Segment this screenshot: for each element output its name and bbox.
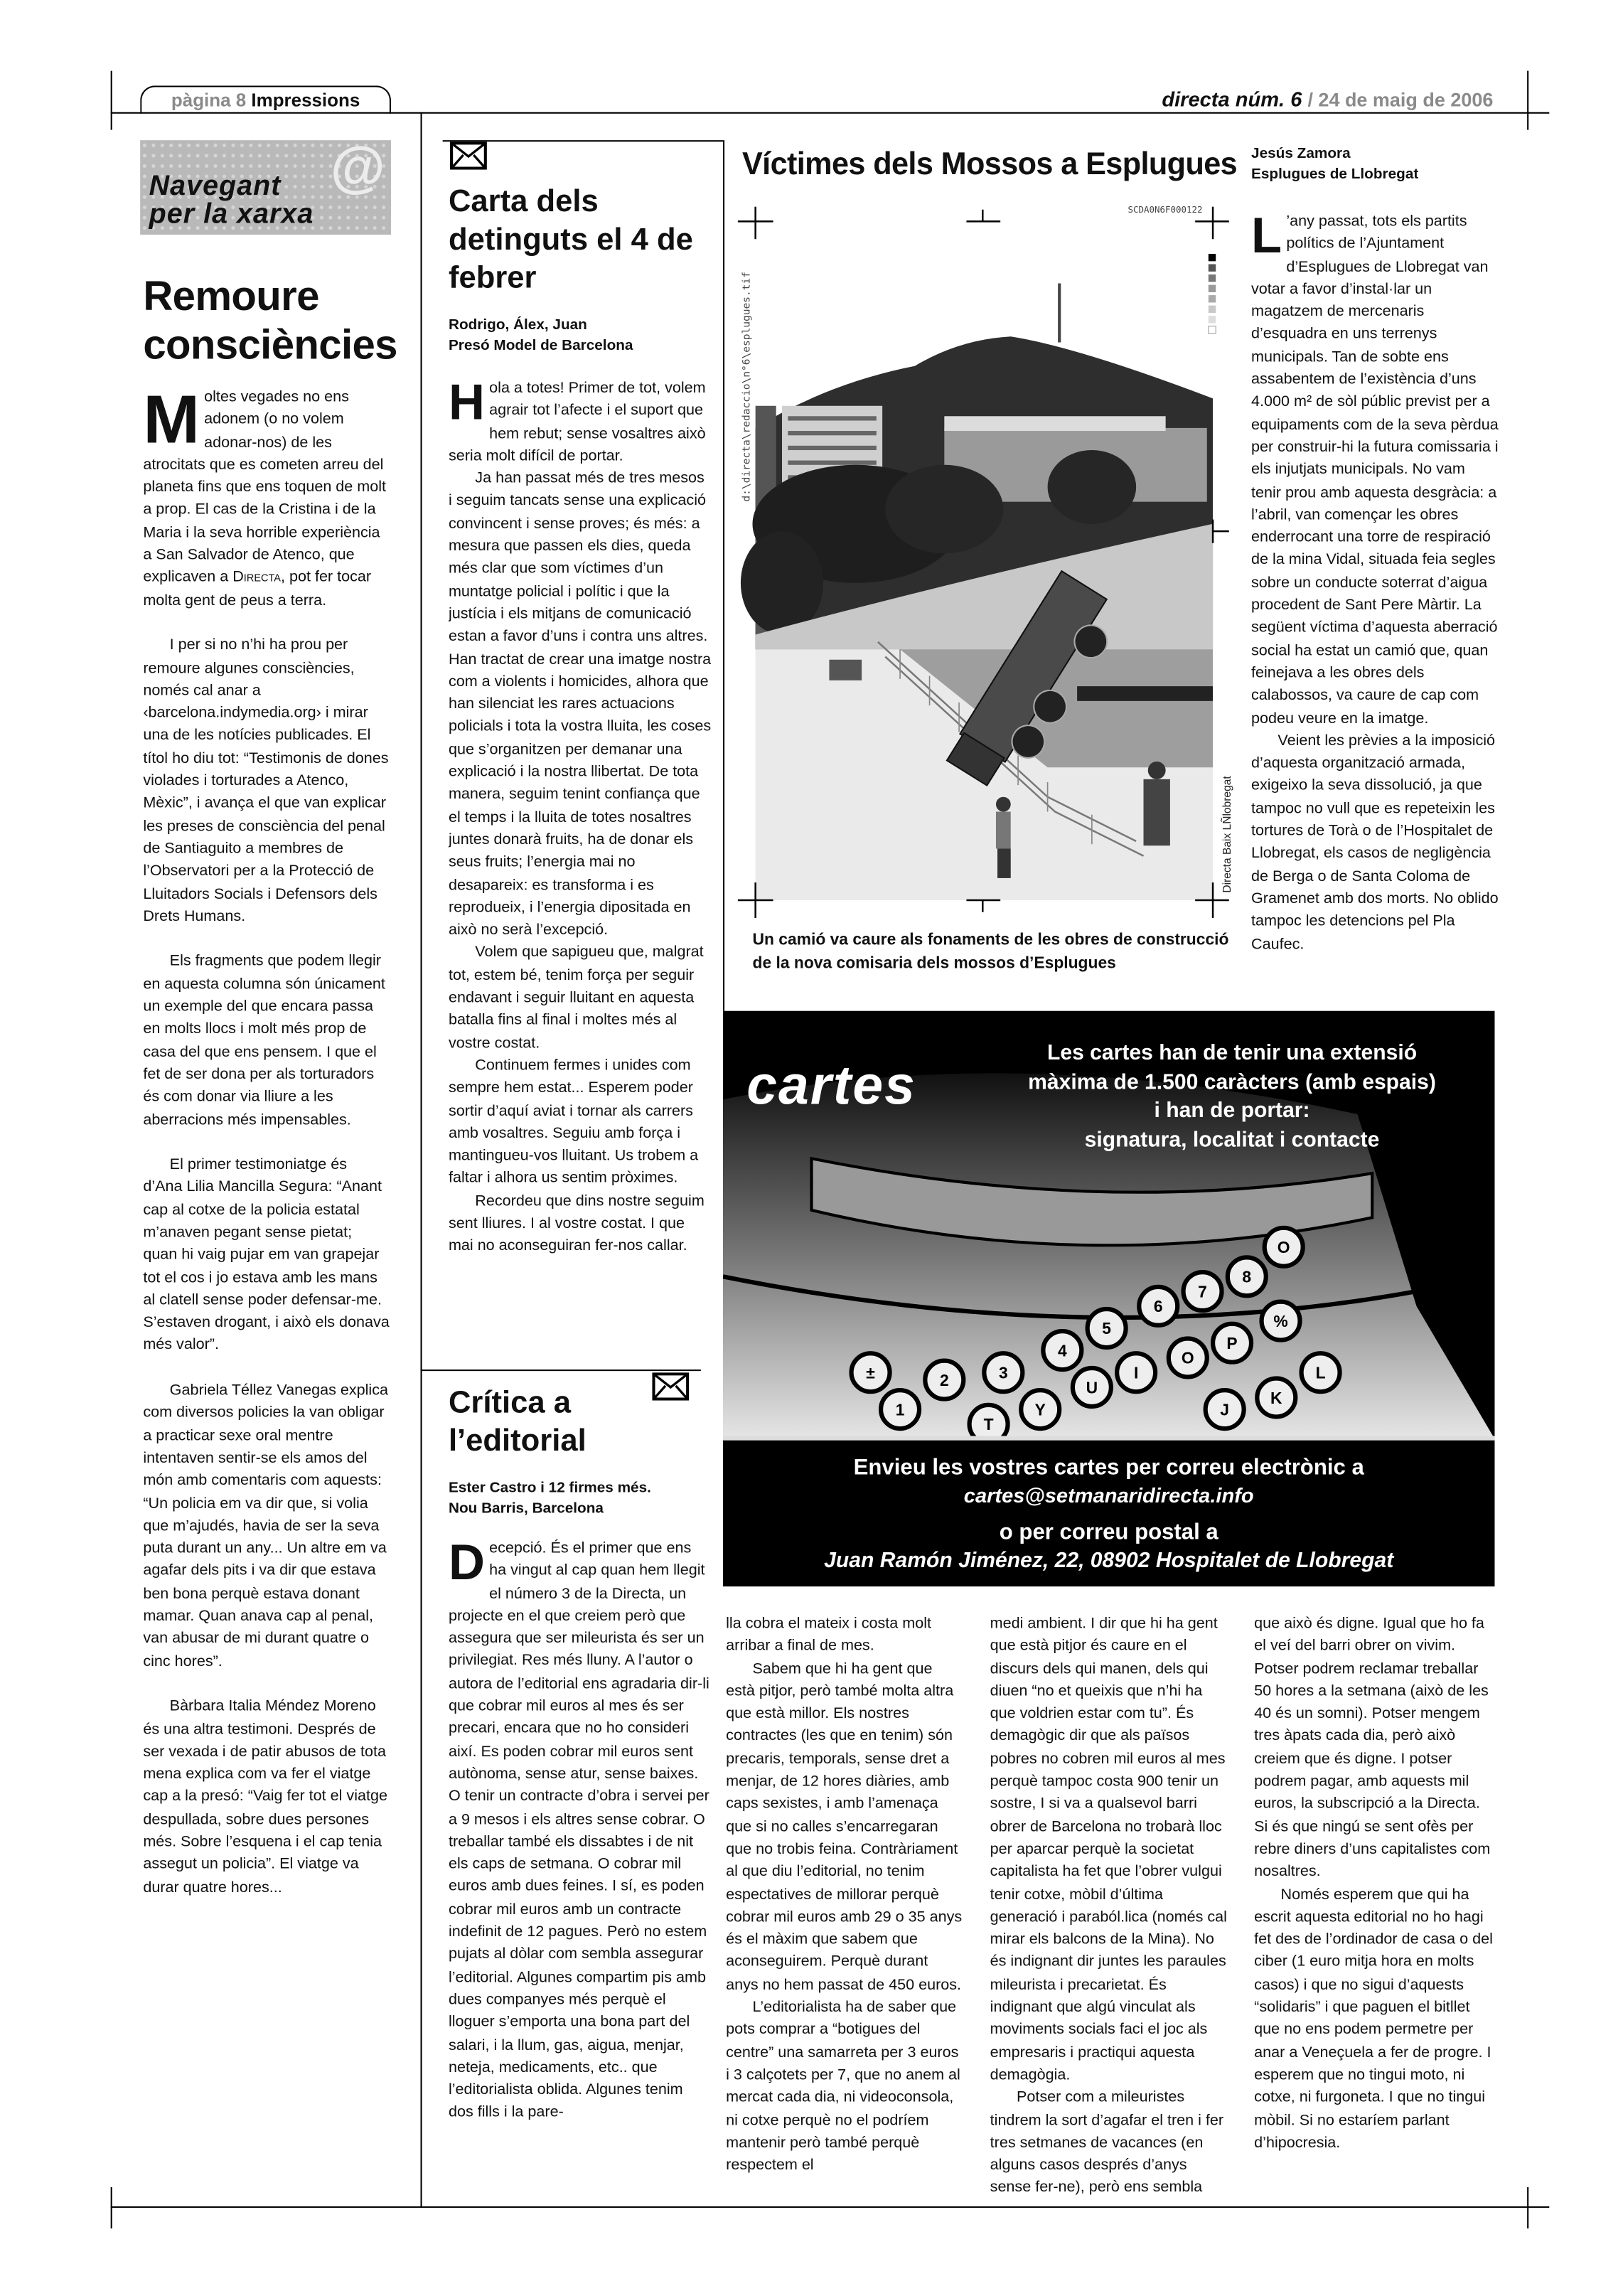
- typewriter-key-label: I: [1133, 1363, 1139, 1382]
- crop-mark: [111, 71, 112, 130]
- section-name: Impressions: [251, 90, 360, 111]
- left-column: [143, 272, 416, 2084]
- letter-2: [449, 1384, 714, 2202]
- submission-rules: [981, 1040, 1483, 1155]
- rule-line: i han de portar:: [1154, 1099, 1310, 1123]
- at-symbol-icon: @: [330, 140, 385, 200]
- postal-instruction: o per correu postal a: [999, 1520, 1218, 1546]
- typewriter-key-label: 2: [939, 1370, 949, 1389]
- paragraph: Recordeu que dins nostre seguim sent lliures. I al vostre costat. I que mai no aconseguiran fer-nos callar.: [448, 1193, 705, 1255]
- article-title: Remoure consciències: [143, 272, 397, 368]
- rule-line: Les cartes han de tenir una extensió: [1046, 1042, 1418, 1066]
- paragraph: I per si no n’hi ha prou per remoure algunes consciències, només cal anar a ‹barcelona.indymedia.org› i mirar una de les notícies publicades. El títol ho diu tot: “Testimonis de dones violades i torturades a Atenco, Mèxic”, i avança el que van explicar les preses de consciència del penal de Santiaguito a membres de l’Observatori per a la Protecció de Lluitadors Socials i Defensors dels Drets Humans.: [143, 638, 389, 925]
- paragraph: , pot fer tocar molta gent de peus a terra.: [143, 570, 372, 609]
- article-body: [1251, 211, 1499, 986]
- paragraph: Els fragments que podem llegir en aquesta columna són únicament un exemple del que encara passa en molts llocs i molt més prop de casa del que ens pensem. I que el fet de ser dona per als torturadors és com donar via lliure a les aberracions més impensables.: [143, 954, 385, 1128]
- photo-code: SCDA0N6F000122: [1127, 205, 1203, 216]
- letter-body: [449, 378, 711, 1357]
- letter-body-column-4: [1254, 1613, 1494, 2196]
- truck-accident-photo: [738, 205, 1234, 918]
- paragraph: Veient les prèvies a la imposició d’aquesta organització armada, exigeixo la seva dissolució, ja que tampoc no vull que es repeteixin les tortures de Torà o de l’Hospitalet de Llobregat, els casos de negligència de Berga o de Santa Coloma de Gramenet amb dos morts. No oblido tampoc les detencions pel Pla Caufec.: [1251, 733, 1499, 953]
- typewriter-key-label: J: [1220, 1400, 1230, 1419]
- typewriter-key-label: T: [983, 1415, 994, 1434]
- paragraph: Potser com a mileuristes tindrem la sort d’agafar el tren i fer tres setmanes de vacances (en alguns casos després d’anys sense fer-ne), però ens sembla: [990, 2090, 1224, 2196]
- issue-date: / 24 de maig de 2006: [1307, 88, 1494, 111]
- paragraph: lla cobra el mateix i costa molt arribar a final de mes.: [726, 1616, 932, 1655]
- letters-submission-box: [723, 1011, 1494, 1586]
- paragraph: Només esperem que qui ha escrit aquesta editorial no ho hagi fet des de l’ordinador de casa o del ciber (1 euro mitja hora en molts casos) i que no sigui d’aquests “solidaris” i que paguen el bitllet que no ens podem permetre per anar a Veneçuela a fer de progre. I esperem que no tingui moto, ni cotxe, ni furgoneta. I que no tingui mòbil. Si no estaríem parlant d’hipocresia.: [1254, 1886, 1493, 2152]
- article-body: [143, 387, 390, 2084]
- typewriter-key-label: O: [1277, 1238, 1290, 1257]
- letter-location: Nou Barris, Barcelona: [448, 1500, 604, 1517]
- letter-location: Presó Model de Barcelona: [448, 338, 633, 355]
- photo-illustration: [738, 207, 1229, 918]
- email-address-link[interactable]: cartes@setmanaridirecta.info: [963, 1483, 1254, 1507]
- typewriter-key-label: 3: [998, 1363, 1008, 1382]
- typewriter-key-label: U: [1086, 1378, 1098, 1397]
- email-instruction: Envieu les vostres cartes per correu electrònic a: [853, 1455, 1364, 1480]
- paragraph: El primer testimoniatge és d’Ana Lilia Mancilla Segura: “Anant cap al cotxe de la policia estatal m’anaven pegant sense pietat; quan hi vaig pujar em van grapejar tot el cos i jo estava amb les mans al clatell sense poder defensar-me. S’estaven drogant, i això els donava més valor”.: [143, 1157, 390, 1355]
- drop-cap: H: [448, 378, 485, 432]
- photo-file-path: d:\directa\redaccio\n°6\esplugues.tif: [740, 272, 753, 502]
- page-number: pàgina 8: [171, 90, 247, 111]
- drop-cap: D: [448, 1537, 485, 1591]
- paragraph: Sabem que hi ha gent que està pitjor, però també molta altra que està millor. Els nostres contractes (les que en tenim) són precaris, temporals, sense dret a menjar, de 12 hores diàries, amb caps sexistes, i amb l’amenaça que si no calles s’encarregaran que no trobis feina. Contràriament al que diu l’editorial, no tenim espectatives de millorar perquè cobrar mil euros amb 29 o 35 anys és el màxim que sabem que aconseguirem. Perquè durant anys no hem passat de 450 euros.: [726, 1661, 963, 1994]
- paragraph: Bàrbara Italia Méndez Moreno és una altra testimoni. Després de ser vexada i de patir abusos de tota mena explica com va fer el viatge cap a la presó: “Vaig fer tot el viatge despullada, sobre dues persones més. Sobre l’esquena i el cap tenia assegut un policia”. El viatge va durar quatre hores...: [143, 1699, 387, 1896]
- badge-line-1: Navegant: [149, 171, 282, 203]
- section-badge: [140, 140, 391, 235]
- typewriter-key-label: 7: [1198, 1282, 1207, 1301]
- crop-mark: [111, 2187, 112, 2228]
- typewriter-key-label: L: [1315, 1363, 1326, 1382]
- rule-line: signatura, localitat i contacte: [1084, 1128, 1380, 1152]
- typewriter-key-label: 5: [1102, 1319, 1111, 1338]
- masthead: [1162, 85, 1493, 113]
- article-title: Víctimes dels Mossos a Esplugues: [741, 146, 1238, 182]
- paragraph: ola a totes! Primer de tot, volem agrair tot l’afecte i el suport que hem rebut; sense vosaltres això seria molt difícil de portar.: [448, 380, 706, 465]
- paragraph: ecepció. És el primer que ens ha vingut al cap quan hem llegit el número 3 de la Directa, un projecte en el que creiem però que assegura que ser mileurista és ser un privilegiat. Res més lluny. A l’autor o autora de l’editorial ens agradaria dir-li que cobrar mil euros al mes és ser precari, encara que no ho consideri així. Es poden cobrar mil euros sent autònoma, sense atur, sense baixes. O tenir un contracte d’obra i servei per a 9 mesos i els altres sense cobrar. O treballar també els dissabtes i de nit els caps de setmana. O cobrar mil euros amb dues feines. I sí, es poden cobrar mil euros amb un contracte indefinit de 12 pagues. Però no estem pujats al dòlar com sembla assegurar l’editorial. Algunes compartim pis amb dues companyes més perquè el lloguer s’emporta una bona part del salari, i la llum, gas, aigua, menjar, neteja, medicaments, etc.. que l’editorialista oblida. Algunes tenim dos fills i la pare-: [448, 1540, 709, 2122]
- paragraph: oltes vegades no ens adonem (o no volem adonar-nos) de les atrocitats que es cometen arreu del planeta fins que ens toquen de molt a prop. El cas de la Cristina i de la Maria i la seva horrible experiència a San Salvador de Atenco, que explicaven a: [143, 389, 387, 587]
- page-tab: [140, 85, 391, 113]
- divider: [723, 1436, 1494, 1440]
- typewriter-key-label: 4: [1058, 1341, 1067, 1360]
- typewriter-key-label: 1: [895, 1400, 905, 1419]
- letter-author: Ester Castro i 12 firmes més.: [448, 1480, 651, 1497]
- typewriter-key-label: Y: [1034, 1400, 1046, 1419]
- paragraph: Volem que sapigueu que, malgrat tot, estem bé, tenim força per seguir endavant i seguir lluitant en aquesta batalla fins al final i moltes més al vostre costat.: [448, 945, 704, 1052]
- paragraph: Gabriela Téllez Vanegas explica com diversos policies la van obligar a practicar sexe oral mentre intentaven sentir-se els amos del món amb comentaris com aquests: “Un policia em va dir que, si volia que m’ajudés, havia de ser la seva puta durant un any... Un altre em va agafar dels pits i va dir que estava ben bona perquè estava donant mamar. Quan anava cap al penal, van abusar de mi durant quatre o cinc hores”.: [143, 1382, 388, 1670]
- article-author: Jesús Zamora: [1251, 146, 1351, 163]
- typewriter-key-label: P: [1226, 1334, 1238, 1353]
- article-title-box: [742, 142, 1236, 186]
- letter-frame: [421, 1369, 701, 1371]
- typewriter-key-label: ±: [866, 1363, 875, 1382]
- typewriter-key-label: 6: [1153, 1297, 1163, 1316]
- section-title: cartes: [746, 1054, 916, 1116]
- drop-cap: L: [1251, 210, 1282, 265]
- paragraph: ’any passat, tots els partits polítics de l’Ajuntament d’Esplugues de Llobregat van votar a favor d’instal·lar un magatzem de mercenaris d’esquadra en uns terrenys municipals. Tan de sobte ens assabentem de l’existència d’uns 4.000 m² de sòl públic previst per a equipaments com de la seva pèrdua per construir-hi la futura comissaria i els injutjats municipals. No vam tenir prou amb aquesta desgràcia: a l’abril, van començar les obres enderrocant una torre de respiració de la mina Vidal, situada feia segles sobre un conducte soterrat d’aigua procedent de Sant Pere Màrtir. La següent víctima d’aquesta aberració social ha estat un camió que, quan feinejava a les obres dels calabossos, va caure de cap com podeu veure en la imatge.: [1251, 213, 1499, 727]
- photo-caption: Un camió va caure als fonaments de les obres de construcció de la nova comisaria dels mossos d’Esplugues: [752, 931, 1229, 973]
- letter-title: Crítica a l’editorial: [448, 1385, 586, 1458]
- letter-title: Carta dels detinguts el 4 de febrer: [448, 184, 693, 296]
- paragraph: Ja han passat més de tres mesos i seguim tancats sense una explicació convincent i sense proves; és més: a mesura que passen els dies, queda més clar que som víctimes d’un muntatge policial i polític i que la justícia i els mitjans de comunicació estan a favor d’uns i contra uns altres. Han tractat de crear una imatge nostra com a violents i homicides, alhora que han silenciat les rares actuacions policials i tota la vostra lluita, les coses que s’organitzen per demanar una explicació i la nostra llibertat. De tota manera, seguim tenint confiança que el temps i la lluita de totes nosaltres juntes donarà fruits, ha de donar els seus fruits; l’energia mai no desapareix: es transforma i es reprodueix, i l’energia dipositada en això no serà l’excepció.: [448, 471, 712, 939]
- letter-body-column-1: [449, 1538, 711, 2202]
- typewriter-key-label: %: [1273, 1311, 1288, 1330]
- letter-1: [449, 183, 714, 1357]
- letter-frame: [723, 140, 724, 1011]
- crop-mark: [1527, 2187, 1528, 2228]
- paragraph: medi ambient. I dir que hi ha gent que està pitjor és caure en el discurs dels qui manen, dels qui diuen “no et queixis que n’hi ha que voldrien estar com tu”. És demagògic dir que als països pobres no cobren mil euros al mes perquè tampoc costa 900 tenir un sostre, I si va a qualsevol barri obrer de Barcelona no trobarà lloc per aparcar perquè la societat capitalista ha fet que l’obrer vulgui tenir cotxe, mòbil d’última generació i paraból.lica (només cal mirar els balcons de la Mina). No és indignant dir juntes les paraules mileurista i precarietat. És indignant que algú vinculat als moviments socials faci el joc als empresaris i practiqui aquesta demagògia.: [990, 1616, 1227, 2084]
- letter-author: Rodrigo, Álex, Juan: [448, 317, 587, 334]
- footer-rule: [111, 2206, 1550, 2208]
- typewriter-key-label: O: [1181, 1348, 1194, 1367]
- paragraph: Continuem fermes i unides com sempre hem estat... Esperem poder sortir d’aquí aviat i tornar als carrers amb vosaltres. Seguiu amb força i mantingueu-vos lluitant. Us trobem a faltar i alhora us sentim pròximes.: [448, 1057, 699, 1187]
- drop-cap: M: [143, 386, 200, 458]
- typewriter-key-label: K: [1270, 1388, 1282, 1407]
- paragraph: que això és digne. Igual que ho fa el veí del barri obrer on vivim. Potser podrem reclamar treballar 50 hores a la setmana (això de les 40 és un somni). Potser mengem tres àpats cada dia, però això creiem que és digne. I potser podrem pagar, amb aquests mil euros, la subscripció a la Directa. Si és que ningú se sent ofès per rebre diners d’uns capitalistes com nosaltres.: [1254, 1616, 1491, 1881]
- paragraph: L’editorialista ha de saber que pots comprar a “botigues del centre” una samarreta per 3 euros i 3 calçotets per 7, que no anem al mercat cada dia, ni videoconsola, ni cotxe perquè no el podríem mantenir però també perquè respectem el: [726, 1999, 960, 2174]
- crop-mark: [1527, 71, 1528, 130]
- photo-credit: Directa Baix LÑlobregat: [1220, 776, 1234, 893]
- article-location: Esplugues de Llobregat: [1251, 166, 1419, 183]
- postal-address: Juan Ramón Jiménez, 22, 08902 Hospitalet de Llobregat: [824, 1549, 1394, 1574]
- typewriter-key-label: 8: [1242, 1267, 1252, 1286]
- badge-line-2: per la xarxa: [149, 199, 314, 230]
- publication-issue: directa núm. 6: [1162, 87, 1302, 111]
- letter-body-column-2: [726, 1613, 962, 2196]
- publication-name: Directa: [232, 570, 281, 587]
- envelope-icon: [450, 142, 487, 169]
- letter-body-column-3: [990, 1613, 1229, 2196]
- rule-line: màxima de 1.500 caràcters (amb espais): [1028, 1070, 1436, 1094]
- column-rule: [421, 112, 422, 2208]
